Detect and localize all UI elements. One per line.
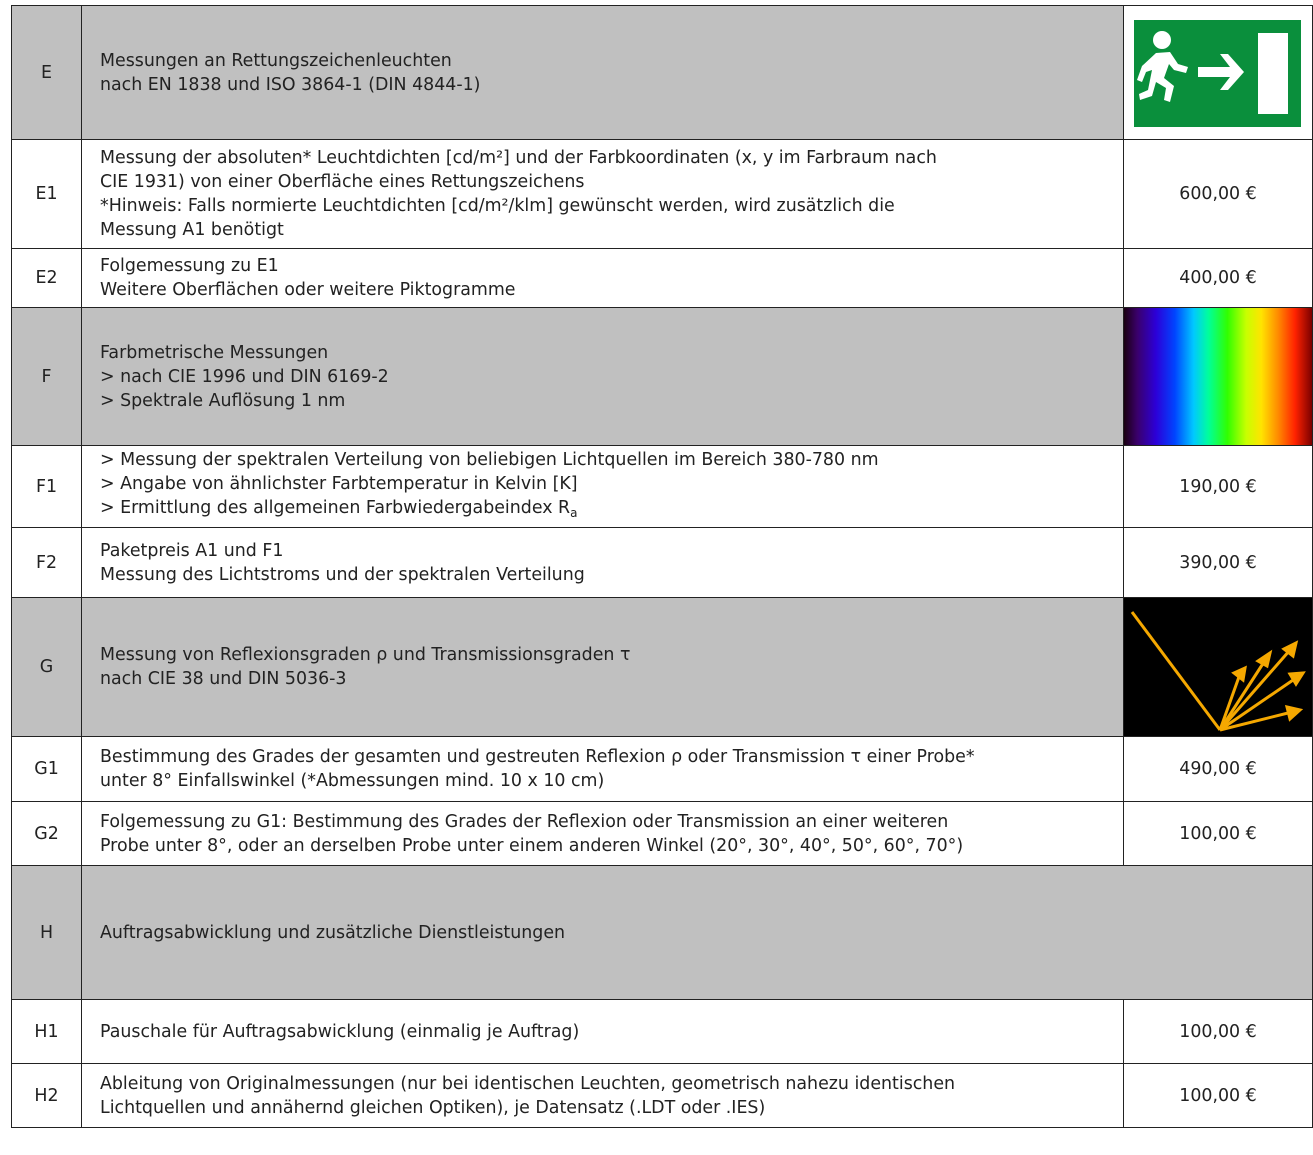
desc-line: Auftragsabwicklung und zusätzliche Dienstleistungen xyxy=(100,922,566,943)
row-code: F xyxy=(12,308,82,446)
row-e2 xyxy=(12,249,1313,308)
desc-line: Bestimmung des Grades der gesamten und gestreuten Reflexion ρ oder Transmission τ einer Probe* xyxy=(100,747,975,767)
row-code: F2 xyxy=(12,528,82,598)
row-code: G xyxy=(12,598,82,737)
row-price: 100,00 € xyxy=(1124,802,1313,866)
exit-sign-icon xyxy=(1124,6,1313,140)
desc-line: CIE 1931) von einer Oberfläche eines Rettungszeichens xyxy=(100,172,585,192)
row-code: E2 xyxy=(12,249,82,308)
row-code: E1 xyxy=(12,140,82,249)
desc-line: Probe unter 8°, oder an derselben Probe unter einem anderen Winkel (20°, 30°, 40°, 50°, 60°, 70°) xyxy=(100,835,964,856)
desc-line: > Angabe von ähnlichster Farbtemperatur in Kelvin [K] xyxy=(100,474,578,494)
row-e1 xyxy=(12,140,1313,249)
desc-line: Folgemessung zu G1: Bestimmung des Grades der Reflexion oder Transmission an einer weiteren xyxy=(100,811,949,832)
row-price: 400,00 € xyxy=(1124,249,1313,308)
desc-line: > Messung der spektralen Verteilung von beliebigen Lichtquellen im Bereich 380-780 nm xyxy=(100,450,879,470)
row-g2 xyxy=(12,802,1313,866)
row-description xyxy=(82,737,1124,802)
price-table xyxy=(11,5,1313,1128)
section-row-e xyxy=(12,6,1313,140)
desc-line: Weitere Oberflächen oder weitere Piktogramme xyxy=(100,280,516,300)
spectrum-image xyxy=(1124,308,1313,446)
row-description xyxy=(82,308,1124,446)
row-h1 xyxy=(12,1000,1313,1064)
row-f1 xyxy=(12,446,1313,528)
reflection-diagram-icon xyxy=(1124,598,1313,737)
row-price: 100,00 € xyxy=(1124,1000,1313,1064)
desc-line: unter 8° Einfallswinkel (*Abmessungen mind. 10 x 10 cm) xyxy=(100,771,605,791)
row-h2 xyxy=(12,1064,1313,1128)
row-code: F1 xyxy=(12,446,82,528)
row-description xyxy=(82,528,1124,598)
desc-line: > Spektrale Auflösung 1 nm xyxy=(100,390,346,411)
row-g1 xyxy=(12,737,1313,802)
row-price: 390,00 € xyxy=(1124,528,1313,598)
row-description xyxy=(82,446,1124,528)
desc-line: Pauschale für Auftragsabwicklung (einmalig je Auftrag) xyxy=(100,1021,580,1042)
desc-line: Lichtquellen und annähernd gleichen Optiken), je Datensatz (.LDT oder .IES) xyxy=(100,1097,766,1118)
row-description xyxy=(82,598,1124,737)
row-code: E xyxy=(12,6,82,140)
row-price: 100,00 € xyxy=(1124,1064,1313,1128)
row-code: H xyxy=(12,866,82,1000)
row-code: G1 xyxy=(12,737,82,802)
row-description xyxy=(82,1000,1124,1064)
row-code: G2 xyxy=(12,802,82,866)
row-code: H1 xyxy=(12,1000,82,1064)
row-description xyxy=(82,866,1313,1000)
desc-line: > nach CIE 1996 und DIN 6169-2 xyxy=(100,366,389,387)
desc-line: Messung der absoluten* Leuchtdichten [cd/m²] und der Farbkoordinaten (x, y im Farbraum nach xyxy=(100,148,937,168)
section-row-h xyxy=(12,866,1313,1000)
desc-line: Farbmetrische Messungen xyxy=(100,342,329,363)
row-description xyxy=(82,6,1124,140)
reflection-arrows-icon xyxy=(1124,598,1313,737)
section-row-g xyxy=(12,598,1313,737)
spectrum-image xyxy=(1124,308,1312,445)
desc-line: *Hinweis: Falls normierte Leuchtdichten [cd/m²/klm] gewünscht werden, wird zusätzlich die xyxy=(100,196,895,216)
row-price: 490,00 € xyxy=(1124,737,1313,802)
desc-line: Messung von Reflexionsgraden ρ und Transmissionsgraden τ xyxy=(100,645,631,665)
row-code: H2 xyxy=(12,1064,82,1128)
desc-line: nach EN 1838 und ISO 3864-1 (DIN 4844-1) xyxy=(100,74,481,95)
desc-line: Messung A1 benötigt xyxy=(100,220,284,240)
section-row-f xyxy=(12,308,1313,446)
row-description xyxy=(82,249,1124,308)
desc-line: Folgemessung zu E1 xyxy=(100,256,279,276)
desc-line: Messung des Lichtstroms und der spektralen Verteilung xyxy=(100,564,585,585)
reflection-diagram-icon xyxy=(1124,598,1312,736)
row-price: 190,00 € xyxy=(1124,446,1313,528)
row-description xyxy=(82,802,1124,866)
desc-line: Ableitung von Originalmessungen (nur bei identischen Leuchten, geometrisch nahezu identischen xyxy=(100,1073,956,1094)
exit-sign-icon xyxy=(1134,20,1301,127)
desc-line xyxy=(100,496,1119,525)
desc-line: Messungen an Rettungszeichenleuchten xyxy=(100,50,452,71)
desc-line: Paketpreis A1 und F1 xyxy=(100,540,284,561)
desc-text: > Ermittlung des allgemeinen Farbwiedergabeindex R xyxy=(100,498,571,518)
row-price: 600,00 € xyxy=(1124,140,1313,249)
desc-line: nach CIE 38 und DIN 5036-3 xyxy=(100,669,347,689)
row-f2 xyxy=(12,528,1313,598)
row-description xyxy=(82,140,1124,249)
subscript: a xyxy=(570,506,578,520)
row-description xyxy=(82,1064,1124,1128)
running-man-arrow-door-icon xyxy=(1134,20,1301,127)
